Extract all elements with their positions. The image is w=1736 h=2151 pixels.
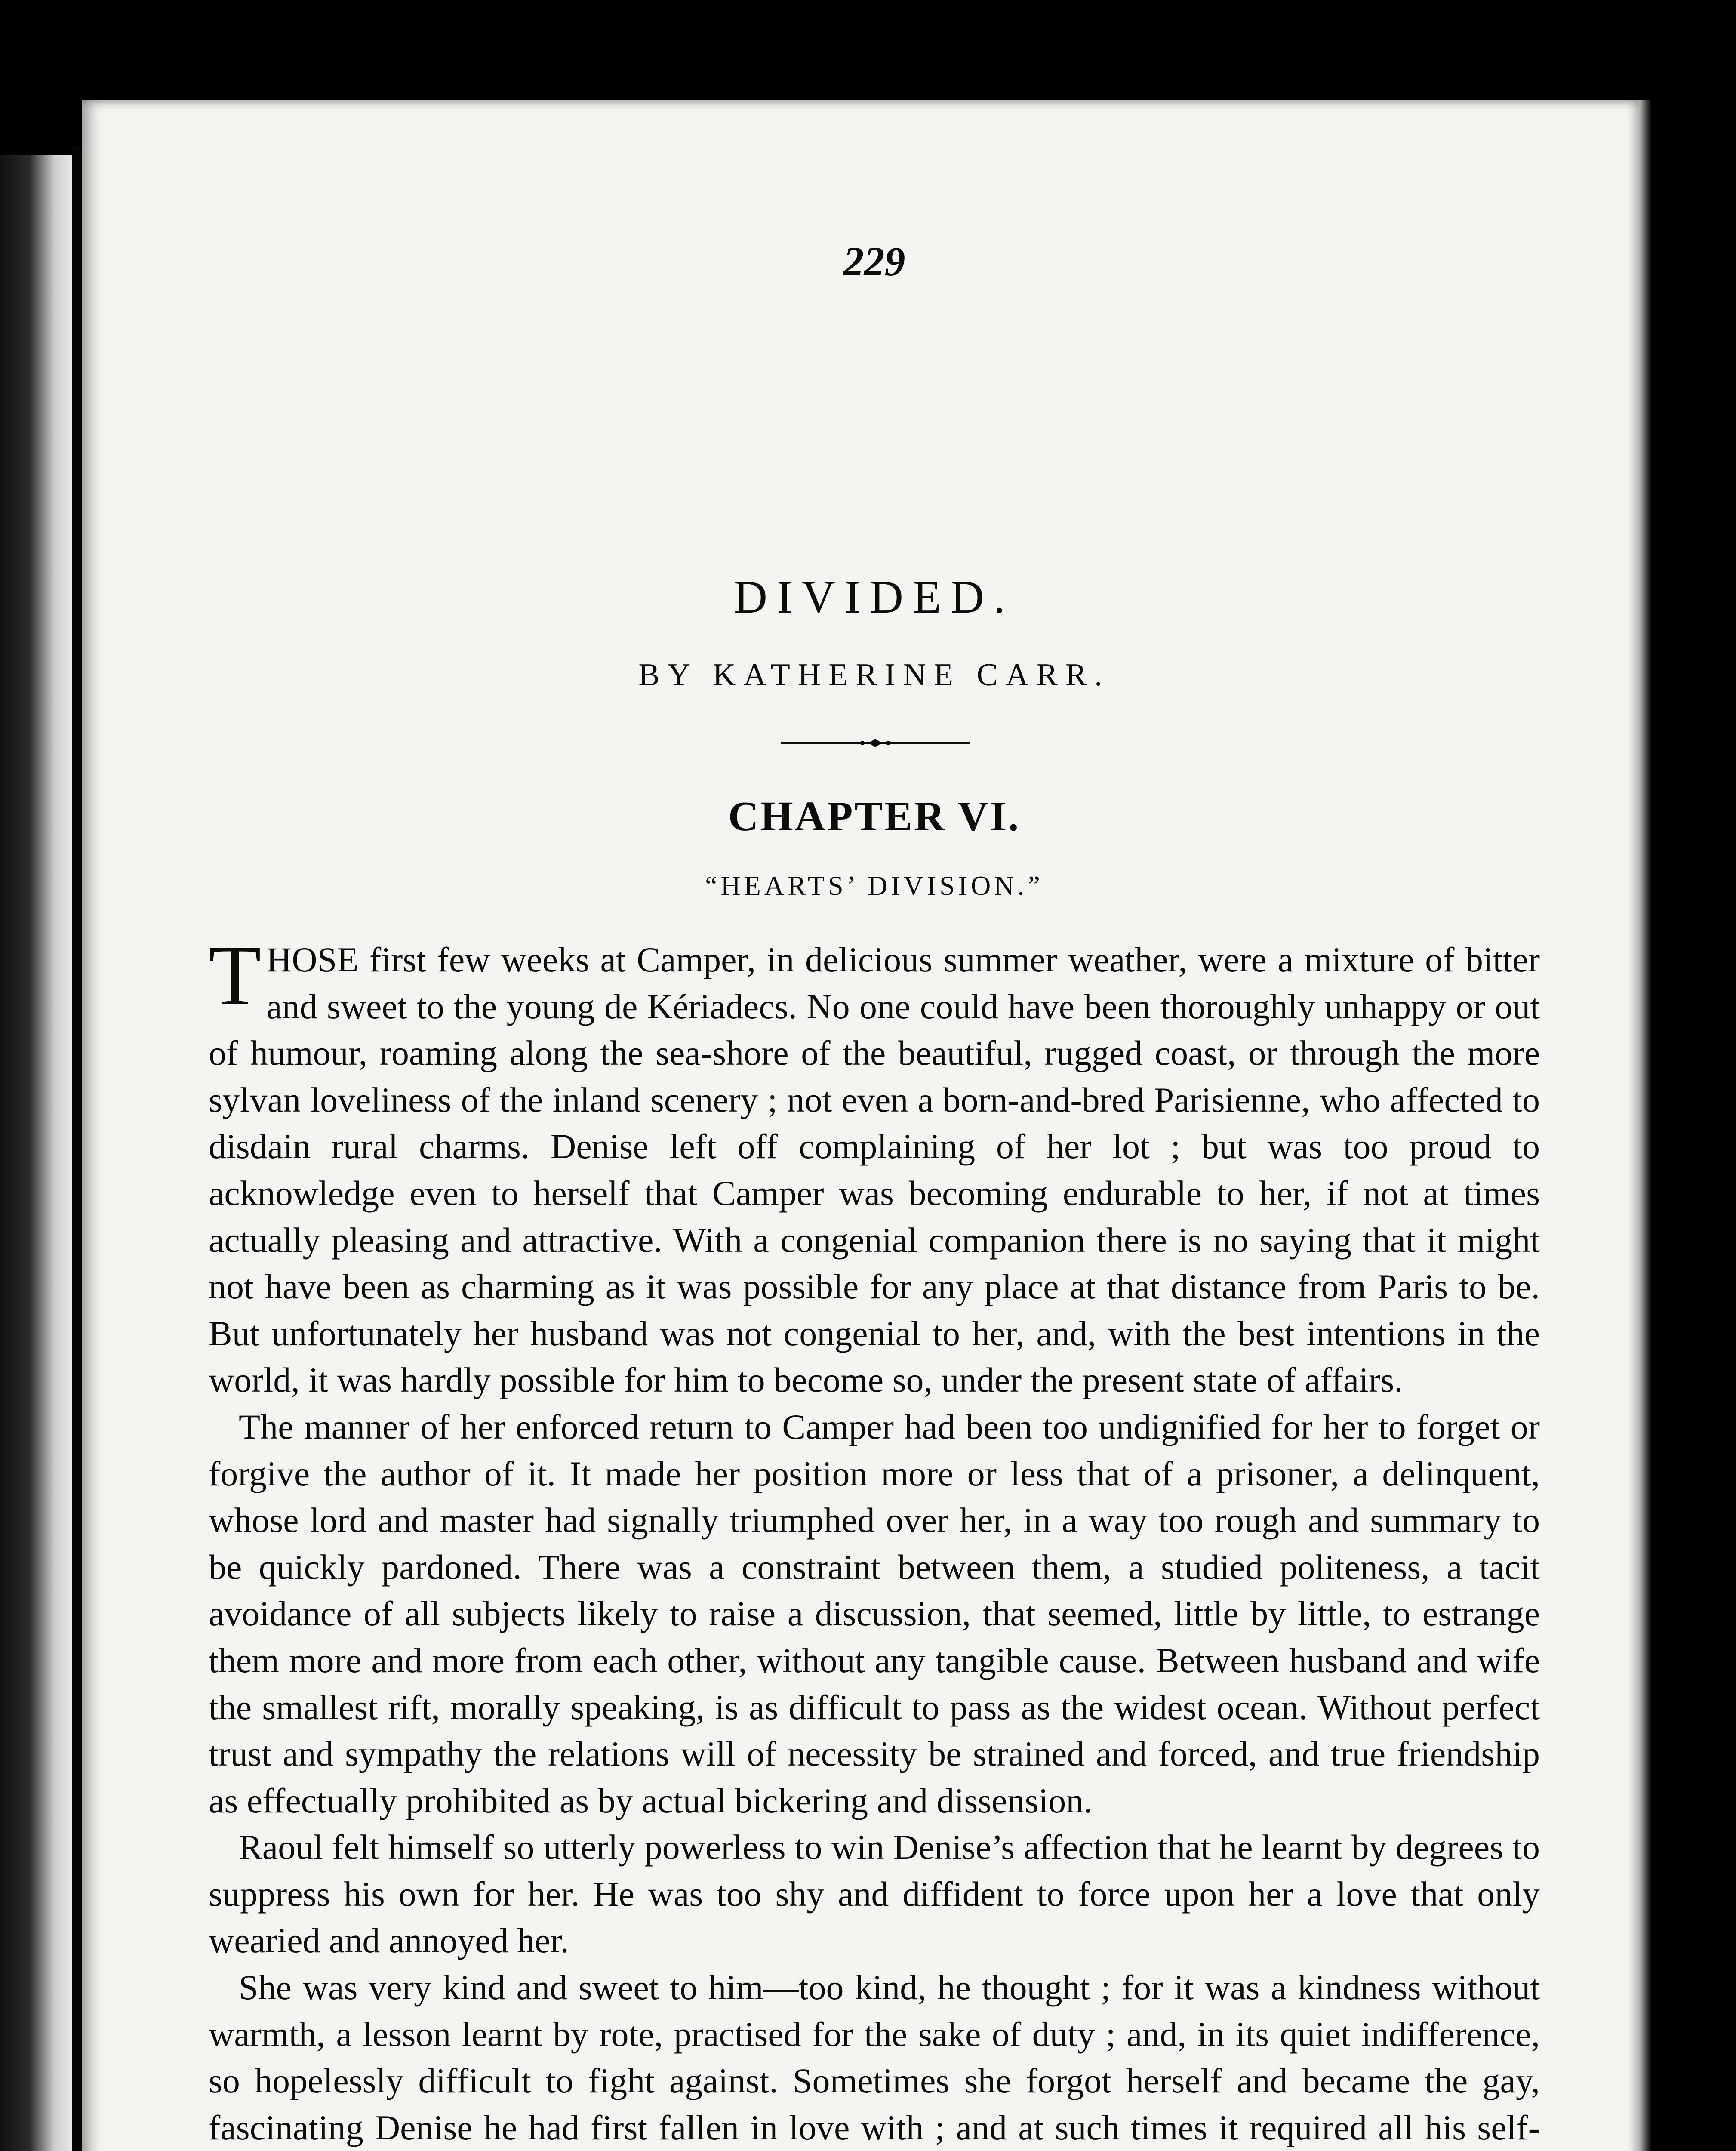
drop-cap: T (209, 928, 262, 1023)
paragraph: She was very kind and sweet to him—too kind, he thought ; for it was a kindness without warmth, a lesson learnt by rote, practised for the sake of duty ; and, in its quiet indifference, so hopelessly difficult to fight against. Sometimes she forgot herself and became the gay, fascinating Denise he had first fallen in love with ; and at such times it required all his self- (209, 1968, 1540, 2147)
page-right-edge (1639, 100, 1652, 2151)
ornamental-rule (781, 737, 970, 749)
paragraph: The manner of her enforced return to Camper had been too undignified for her to forget or forgive the author of it. It made her position more or less that of a prisoner, a delinquent, whose lord and master had signally triumphed over her, in a way too rough and summary to be quickly pardoned. There was a constraint between them, a studied politeness, a tacit avoidance of all subjects likely to raise a discussion, that seemed, little by little, to estrange them more and more from each other, without any tangible cause. Between husband and wife the smallest rift, morally speaking, is as difficult to pass as the widest ocean. Without perfect trust and sympathy the relations will of necessity be strained and forced, and true friendship as effectually prohibited as by actual bickering and dissension. (209, 1407, 1540, 1820)
story-title: DIVIDED. (734, 572, 1015, 623)
paragraph (209, 928, 1540, 1404)
page-number: 229 (843, 238, 905, 284)
chapter-heading: CHAPTER VI. (728, 793, 1021, 840)
chapter-subtitle: “HEARTS’ DIVISION.” (705, 870, 1043, 901)
facing-page-edge (0, 155, 73, 2151)
book-gutter (72, 146, 82, 2151)
author-byline: BY KATHERINE CARR. (638, 657, 1110, 693)
paragraph-text: HOSE first few weeks at Camper, in delicious summer weather, were a mixture of bitter and sweet to the young de Kériadecs. No one could have been thoroughly unhappy or out of humour, roaming along the sea-shore of the beautiful, rugged coast, or through the more sylvan loveliness of the inland scenery ; not even a born-and-bred Parisienne, who affected to disdain rural charms. Denise left off complaining of her lot ; but was too proud to acknowledge even to herself that Camper was becoming endurable to her, if not at times actually pleasing and attractive. With a congenial companion there is no saying that it might not have been as charming as it was possible for any place at that distance from Paris to be. But unfortunately her husband was not congenial to her, and, with the best intentions in the world, it was hardly possible for him to become so, under the present state of affairs. (209, 940, 1540, 1400)
body-text (209, 928, 1540, 2151)
book-page (82, 100, 1639, 2151)
paragraph: Raoul felt himself so utterly powerless to win Denise’s affection that he learnt by degrees to suppress his own for her. He was too shy and diffident to force upon her a love that only wearied and annoyed her. (209, 1827, 1540, 1960)
